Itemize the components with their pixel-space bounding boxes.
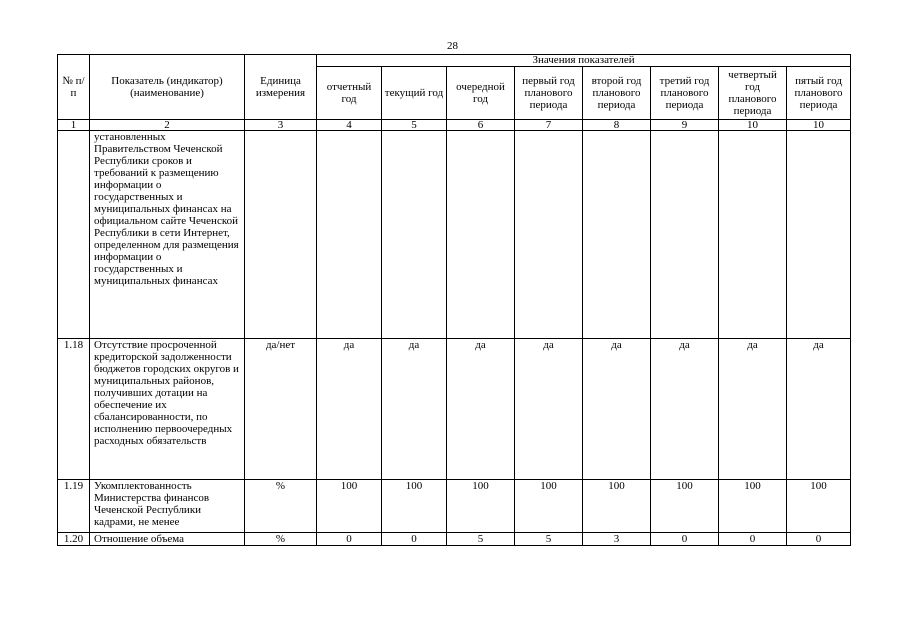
header-year: пятый год планового периода [787,67,851,120]
column-number: 10 [787,120,851,131]
row-value: 100 [719,480,787,533]
row-value [651,131,719,339]
row-num: 1.20 [58,533,90,546]
row-name: Укомплектованность Министерства финансов Чеченской Республики кадрами, не менее [90,480,245,533]
indicators-table [57,54,851,546]
header-year: четвертый год планового периода [719,67,787,120]
row-value: 0 [651,533,719,546]
table-row [58,339,851,480]
column-number: 3 [245,120,317,131]
column-number: 5 [382,120,447,131]
row-name: установленных Правительством Чеченской Республики сроков и требований к размещению информации о государственных и муниципальных финансах на официальном сайте Чеченской Республики в сети Интернет, определенном для размещения информации о государственных и муниципальных финансах [90,131,245,339]
header-year: третий год планового периода [651,67,719,120]
row-value [787,131,851,339]
row-value: 100 [382,480,447,533]
row-num: 1.18 [58,339,90,480]
header-num: № п/п [58,55,90,120]
row-value: 0 [719,533,787,546]
row-value [515,131,583,339]
row-value: 100 [515,480,583,533]
column-number: 7 [515,120,583,131]
row-value: 3 [583,533,651,546]
header-values-group: Значения показателей [317,55,851,67]
row-value: да [447,339,515,480]
table-row [58,131,851,339]
row-value [382,131,447,339]
header-unit: Единица измерения [245,55,317,120]
table-row [58,480,851,533]
row-value: да [583,339,651,480]
column-number: 8 [583,120,651,131]
row-name: Отсутствие просроченной кредиторской задолженности бюджетов городских округов и муниципальных районов, получивших дотации на обеспечение их сбалансированности, по исполнению первоочередных расходных обязательств [90,339,245,480]
column-number: 6 [447,120,515,131]
header-year: очередной год [447,67,515,120]
row-value: 100 [651,480,719,533]
header-year: первый год планового периода [515,67,583,120]
header-year: отчетный год [317,67,382,120]
row-value: 0 [317,533,382,546]
header-indicator: Показатель (индикатор) (наименование) [90,55,245,120]
row-value [317,131,382,339]
row-value: 5 [515,533,583,546]
row-value [583,131,651,339]
row-unit: % [245,533,317,546]
table-row [58,533,851,546]
row-value: 0 [382,533,447,546]
column-number: 1 [58,120,90,131]
row-value [447,131,515,339]
column-number: 4 [317,120,382,131]
header-year: текущий год [382,67,447,120]
row-value: 100 [317,480,382,533]
row-unit [245,131,317,339]
row-value: да [787,339,851,480]
row-unit: да/нет [245,339,317,480]
row-value: да [719,339,787,480]
row-value: да [651,339,719,480]
row-value: да [317,339,382,480]
row-value: да [382,339,447,480]
row-value: 100 [447,480,515,533]
column-numbers-row [58,120,851,131]
column-number: 9 [651,120,719,131]
row-unit: % [245,480,317,533]
row-value: 100 [787,480,851,533]
row-value: 5 [447,533,515,546]
row-value: да [515,339,583,480]
row-num: 1.19 [58,480,90,533]
row-value [719,131,787,339]
page-number: 28 [447,40,458,52]
row-value: 100 [583,480,651,533]
row-name: Отношение объема [90,533,245,546]
row-value: 0 [787,533,851,546]
row-num [58,131,90,339]
header-year: второй год планового периода [583,67,651,120]
column-number: 2 [90,120,245,131]
column-number: 10 [719,120,787,131]
